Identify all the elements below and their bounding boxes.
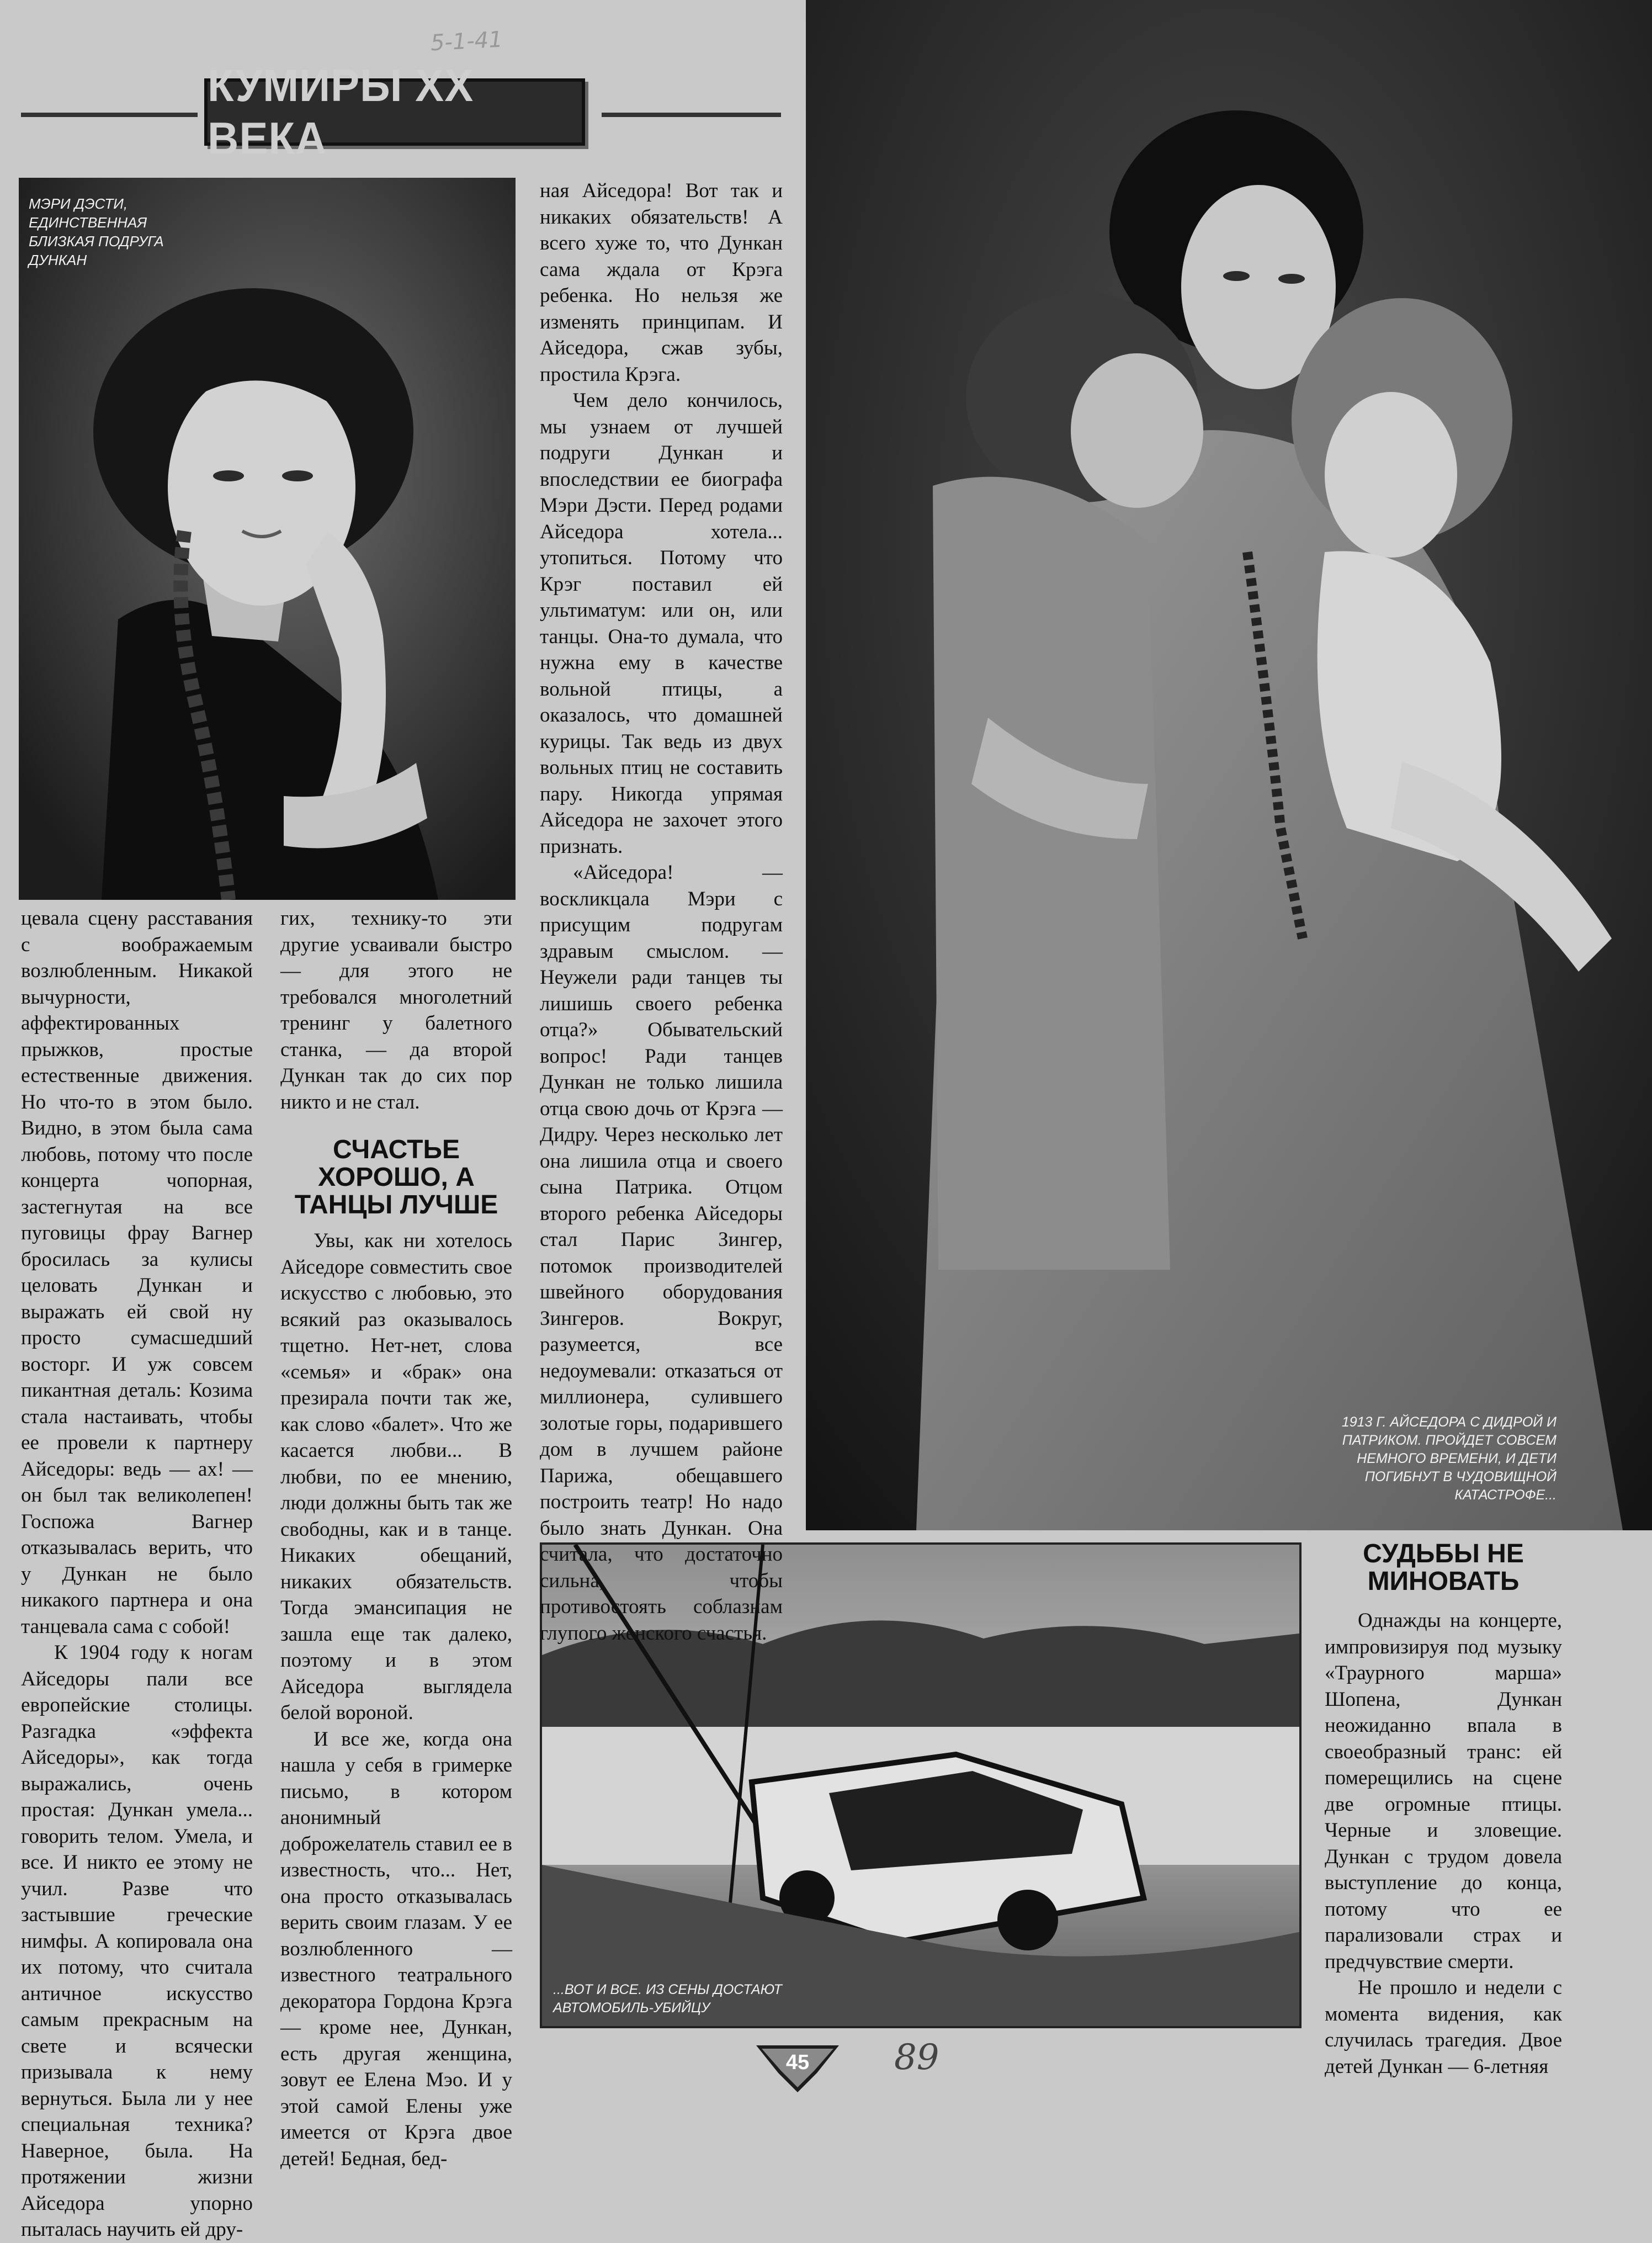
- column-2: [280, 905, 512, 2172]
- column-1-paragraph-2: К 1904 году к ногам Айседоры пали все европейские столицы. Разгадка «эффекта Айседоры», как тогда выражались, очень простая: Дункан умела... говорить телом. Умела, и все. И никто ее этому не учил. Разве что застывшие греческие нимфы. А копировала она их потому, что считала античное искусство самым прекрасным на свете и всячески призывала к нему вернуться. Была ли у нее специальная техника? Наверное, была. На протяжении жизни Айседора упорно пыталась научить ей дру-: [21, 1641, 253, 2241]
- column-2-heading: СЧАСТЬЕ ХОРОШО, А ТАНЦЫ ЛУЧШЕ: [294, 1135, 498, 1219]
- portrait-illustration: [19, 178, 516, 900]
- column-3-paragraph-1: ная Айседора! Вот так и никаких обязательств! А всего хуже то, что Дункан сама ждала от Крэга ребенка. Но нельзя же изменять принципам. И Айседора, сжав зубы, простила Крэга.: [540, 179, 783, 386]
- rubric-title: КУМИРЫ ХХ ВЕКА: [208, 60, 474, 164]
- rubric-banner: [204, 60, 585, 164]
- column-4: [1325, 1540, 1562, 2080]
- header-rule-left: [21, 113, 198, 117]
- car-caption: ...ВОТ И ВСЕ. ИЗ СЕНЫ ДОСТАЮТ АВТОМОБИЛЬ-УБИЙЦУ: [553, 1982, 782, 2016]
- column-3-paragraph-3: «Айседора! — воскликцала Мэри с присущим подругам здравым смыслом. — Неужели ради танцев ты лишишь своего ребенка отца?» Обывательский вопрос! Ради танцев Дункан не только лишила отца свою дочь от Крэга — Дидру. Через несколько лет она лишила отца и своего сына Патрика. Отцом второго ребенка Айседоры стал Парис Зингер, потомок производителей швейного оборудования Зингеров. Вокруг, разумеется, все недоумевали: отказаться от миллионера, сулившего золотые горы, подарившего дом в лучшем районе Парижа, обещавшего построить театр! Но надо было знать Дункан. Она считала, что достаточно сильна, чтобы противостоять соблазнам глупого женского счастья.: [540, 861, 783, 1645]
- header-rule-right: [602, 113, 781, 117]
- column-2-paragraph-2: Увы, как ни хотелось Айседоре совместить свое искусство с любовью, это всякий раз оказывалось тщетно. Нет-нет, слова «семья» и «брак» она презирала почти так же, как слово «балет». Что же касается любви... В любви, по ее мнению, люди должны быть так же свободны, как и в танце. Никаких обещаний, никаких обязательств. Тогда эмансипация не зашла еще так далеко, поэтому и в этом Айседора выглядела белой вороной.: [280, 1229, 512, 1724]
- page-number: 45: [785, 2051, 810, 2074]
- portrait-photo: [19, 178, 516, 900]
- column-3-paragraph-2: Чем дело кончилось, мы узнаем от лучшей подруги Дункан и впоследствии ее биографа Мэри Дэсти. Перед родами Айседора хотела... утопиться. Потому что Крэг поставил ей ультиматум: или он, или танцы. Она-то думала, что нужна ему в качестве вольной птицы, а оказалось, что домашней курицы. Так ведь из двух вольных птиц не составить пару. Никогда упрямая Айседора не захочет этого признать.: [540, 389, 783, 858]
- family-caption: 1913 Г. АЙСЕДОРА С ДИДРОЙ И ПАТРИКОМ. ПРОЙДЕТ СОВСЕМ НЕМНОГО ВРЕМЕНИ, И ДЕТИ ПОГИБНУТ В ЧУДОВИЩНОЙ КАТАСТРОФЕ...: [1341, 1414, 1557, 1503]
- column-4-heading: СУДЬБЫ НЕ МИНОВАТЬ: [1363, 1539, 1524, 1596]
- handwritten-page-number: 89: [894, 2037, 939, 2078]
- column-4-paragraph-2: Не прошло и недели с момента видения, как случилась трагедия. Двое детей Дункан — 6-летняя: [1325, 1976, 1562, 2078]
- handwritten-mark: 5-1-41: [429, 26, 503, 56]
- page-number-badge: [756, 2034, 839, 2095]
- column-2-paragraph-1: гих, технику-то эти другие усваивали быстро — для этого не требовался многолетний тренинг у балетного станка, — да второй Дункан так до сих пор никто и не стал.: [280, 907, 512, 1113]
- column-1-paragraph-1: цевала сцену расставания с воображаемым возлюбленным. Никакой вычурности, аффектированных прыжков, простые естественные движения. Но что-то в этом было. Видно, в этом была сама любовь, потому что после концерта чопорная, застегнутая на все пуговицы фрау Вагнер бросилась за кулисы целовать Дункан и выражать ей свой ну просто сумасшедший восторг. И уж совсем пикантная деталь: Козима стала настаивать, чтобы ее провели к партнеру Айседоры: ведь — ах! — он был так великолепен! Госпожа Вагнер отказывалась верить, что у Дункан не было никакого партнера и она танцевала сама с собой!: [21, 907, 253, 1638]
- column-2-paragraph-3: И все же, когда она нашла у себя в гримерке письмо, в котором анонимный доброжелатель ставил ее в известность, что... Нет, она просто отказывалась верить своим глазам. У ее возлюбленного — известного театрального декоратора Гордона Крэга — кроме нее, Дункан, есть другая женщина, зовут ее Елена Мэо. И у этой самой Елены уже имеется от Крэга двое детей! Бедная, бед-: [280, 1727, 512, 2170]
- column-1: [21, 905, 253, 2243]
- portrait-caption: МЭРИ ДЭСТИ, ЕДИНСТВЕННАЯ БЛИЗКАЯ ПОДРУГА ДУНКАН: [29, 195, 164, 268]
- family-photo: [806, 0, 1652, 1530]
- column-3: [540, 178, 783, 1646]
- column-4-paragraph-1: Однажды на концерте, импровизируя под музыку «Траурного марша» Шопена, Дункан неожиданно впала в своеобразный транс: ей померещились на сцене две огромные птицы. Черные и зловещие. Дункан с трудом довела выступление до конца, потому что ее парализовали страх и предчувствие смерти.: [1325, 1609, 1562, 1973]
- family-illustration: [806, 0, 1652, 1530]
